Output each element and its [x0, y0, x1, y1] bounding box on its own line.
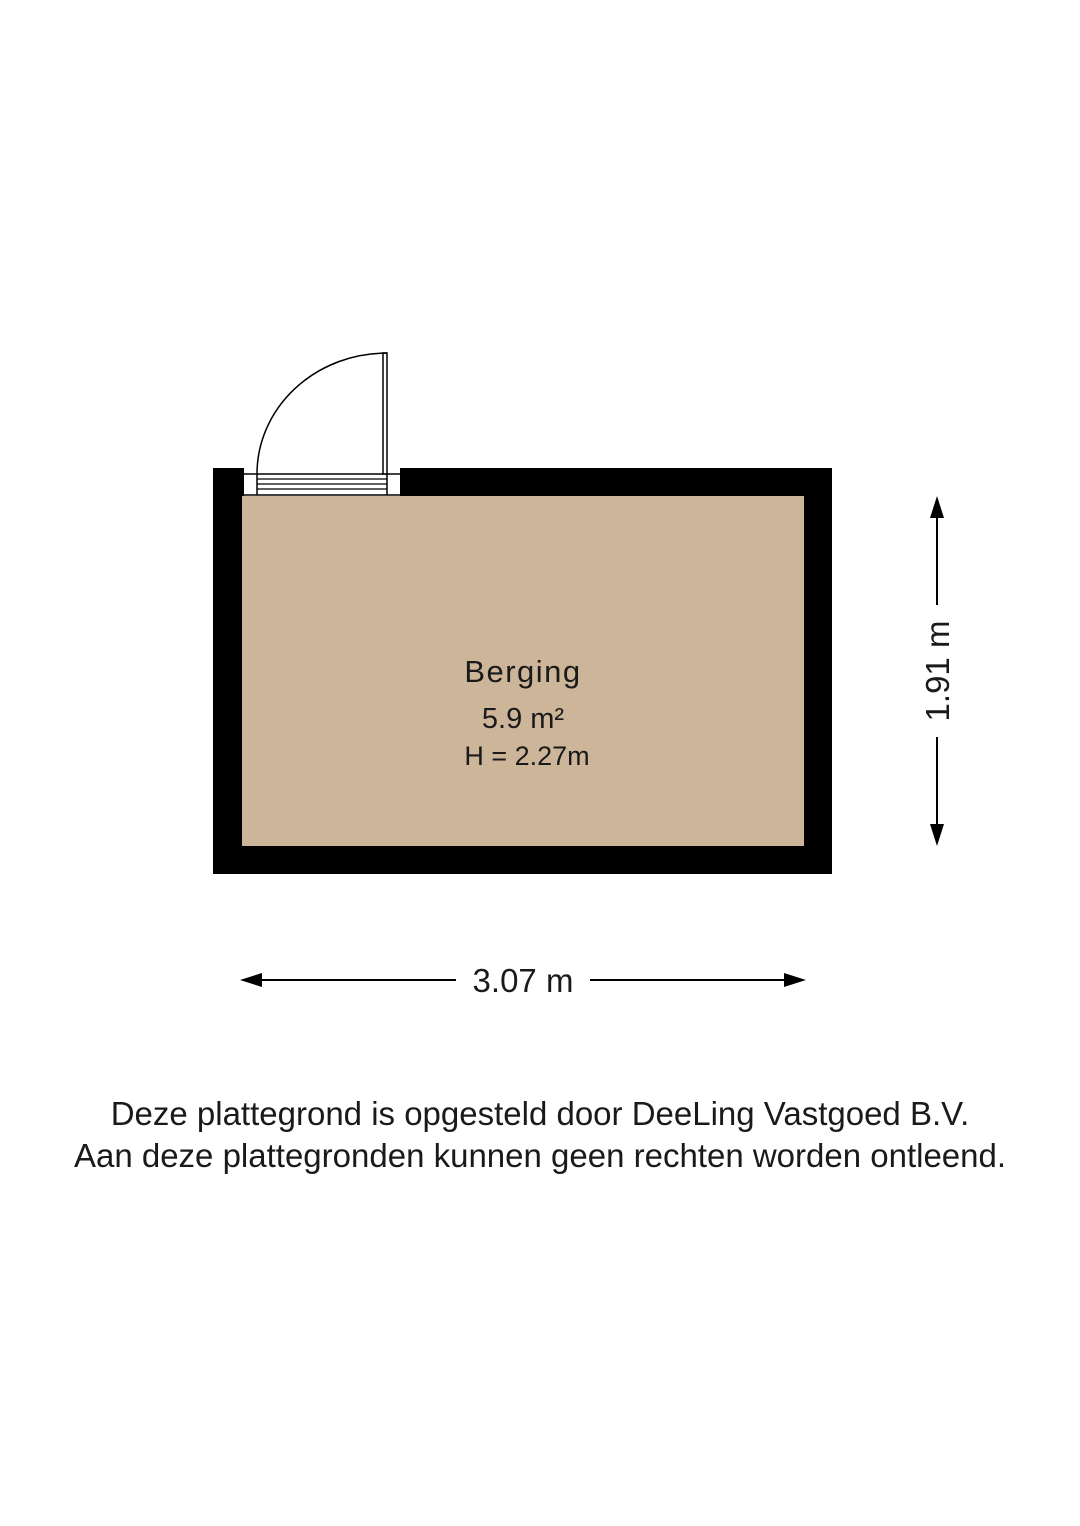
- wall-left: [213, 468, 242, 874]
- door: [244, 353, 400, 496]
- wall-right: [804, 468, 832, 874]
- disclaimer-line-1: Deze plattegrond is opgesteld door DeeLing Vastgoed B.V.: [110, 1095, 970, 1132]
- width-label: 3.07 m: [472, 962, 574, 999]
- room-name: Berging: [464, 654, 582, 689]
- disclaimer: [0, 1093, 1080, 1177]
- door-swing-arc: [257, 353, 387, 474]
- arrow-left-icon: [240, 973, 262, 987]
- wall-bottom: [213, 846, 832, 874]
- arrow-right-icon: [784, 973, 806, 987]
- wall-top-left-stub: [213, 468, 244, 496]
- depth-label: 1.91 m: [919, 620, 956, 722]
- width-dimension: [240, 962, 806, 999]
- arrow-up-icon: [930, 496, 944, 518]
- arrow-down-icon: [930, 824, 944, 846]
- disclaimer-line-2: Aan deze plattegronden kunnen geen rechten worden ontleend.: [73, 1137, 1007, 1174]
- door-leaf: [383, 353, 387, 474]
- door-opening: [244, 474, 400, 496]
- wall-top-right: [400, 468, 832, 496]
- room-height: H = 2.27m: [464, 741, 590, 771]
- depth-dimension: [919, 496, 956, 846]
- room-area: 5.9 m²: [481, 703, 565, 735]
